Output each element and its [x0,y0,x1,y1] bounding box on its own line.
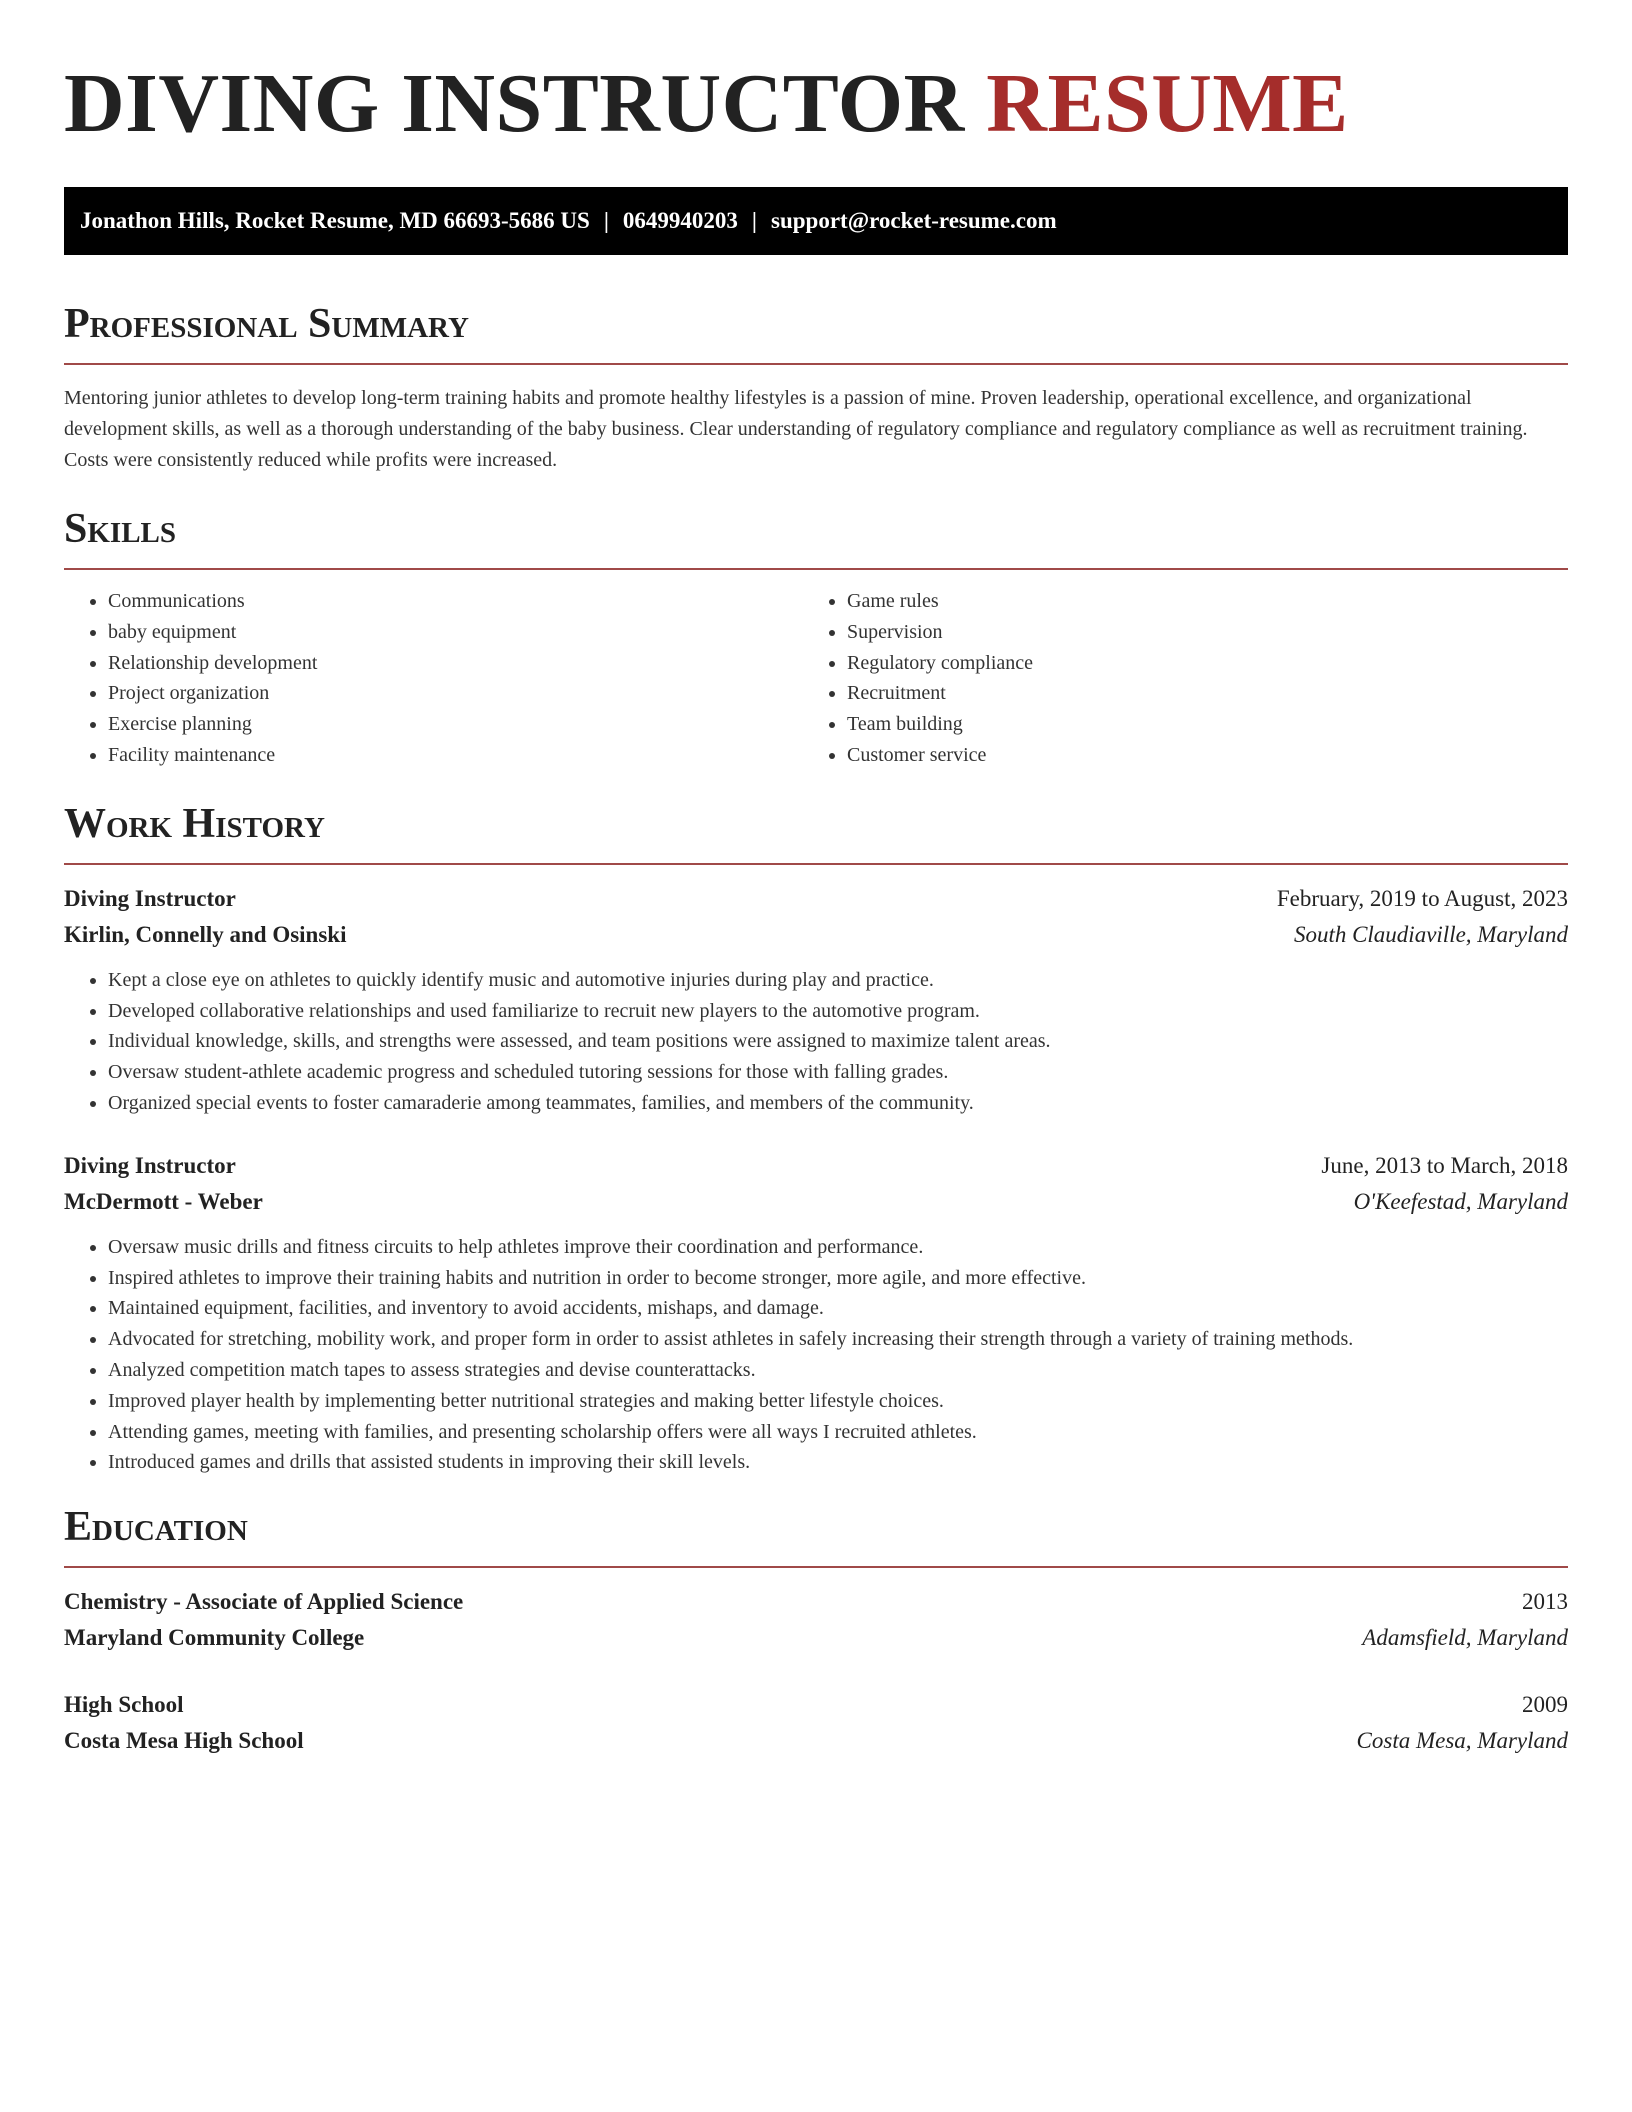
education-degree: Chemistry - Associate of Applied Science [64,1589,464,1615]
education-entry [64,1687,1568,1759]
summary-heading: Professional Summary [64,301,469,347]
skill-item: • baby equipment [108,617,804,648]
work-history-heading: Work History [64,800,325,847]
education-location: Adamsfield, Maryland [1362,1625,1568,1651]
job-bullet: • Oversaw student-athlete academic progress and scheduled tutoring sessions for those with falling grades. [108,1057,1568,1088]
job-bullet: • Oversaw music drills and fitness circuits to help athletes improve their coordination and performance. [108,1232,1568,1263]
job-location: O'Keefestad, Maryland [1353,1188,1568,1214]
skill-item: • Game rules [847,586,1544,617]
skills-heading: Skills [64,506,177,552]
job-bullet: • Maintained equipment, facilities, and inventory to avoid accidents, mishaps, and damage. [108,1293,1568,1324]
job-bullet: • Developed collaborative relationships and used familiarize to recruit new players to the automotive program. [108,996,1568,1027]
skill-item: • Facility maintenance [108,740,804,771]
skill-item: • Regulatory compliance [847,648,1544,679]
skill-item: • Team building [847,709,1544,740]
education-degree-row [64,1687,1568,1723]
job-company-row [64,1184,1568,1220]
education-degree-row [64,1584,1568,1620]
job-location: South Claudiaville, Maryland [1293,921,1568,947]
contact-separator: | [603,208,609,233]
title-accent: RESUME [986,57,1349,150]
education-school: Costa Mesa High School [64,1728,304,1754]
job-entry [64,881,1568,1119]
job-bullets [64,965,1568,1119]
skill-item: • Recruitment [847,678,1544,709]
job-bullet: • Individual knowledge, skills, and strengths were assessed, and team positions were assigned to maximize talent areas. [108,1026,1568,1057]
education-heading: Education [64,1504,248,1551]
education-school: Maryland Community College [64,1625,365,1651]
education-year: 2013 [1522,1589,1568,1615]
job-header-row [64,1148,1568,1184]
job-bullet: • Improved player health by implementing better nutritional strategies and making better lifestyle choices. [108,1386,1568,1417]
skill-item: • Project organization [108,678,804,709]
summary-text: Mentoring junior athletes to develop long-term training habits and promote healthy lifestyles is a passion of mine. Proven leadership, operational excellence, and organizational development skills, as well as a thorough understanding of the baby business. Clear understanding of regulatory compliance and regulatory compliance as well as recruitment training. Costs were consistently reduced while profits were increased. [64,387,1528,471]
job-dates: February, 2019 to August, 2023 [1276,885,1568,911]
skill-item: • Communications [108,586,804,617]
education-location: Costa Mesa, Maryland [1356,1728,1568,1754]
job-bullets [64,1232,1568,1478]
section-divider [64,568,1568,570]
skill-item: • Customer service [847,740,1544,771]
job-entry [64,1148,1568,1478]
job-bullet: • Kept a close eye on athletes to quickly identify music and automotive injuries during play and practice. [108,965,1568,996]
job-bullet: • Analyzed competition match tapes to assess strategies and devise counterattacks. [108,1355,1568,1386]
education-school-row [64,1620,1568,1656]
job-dates: June, 2013 to March, 2018 [1321,1152,1568,1178]
contact-bar [64,187,1568,255]
job-title: Diving Instructor [64,885,236,911]
skill-item: • Supervision [847,617,1544,648]
job-bullet: • Inspired athletes to improve their training habits and nutrition in order to become stronger, more agile, and more effective. [108,1263,1568,1294]
section-divider [64,863,1568,865]
contact-email[interactable]: support@rocket-resume.com [771,208,1057,233]
resume-title [64,58,1568,150]
job-bullet: • Advocated for stretching, mobility work, and proper form in order to assist athletes in safely increasing their strength through a variety of training methods. [108,1324,1568,1355]
job-company: Kirlin, Connelly and Osinski [64,921,347,947]
job-bullet: • Organized special events to foster camaraderie among teammates, families, and members of the community. [108,1088,1568,1119]
job-header-row [64,881,1568,917]
skills-column-left [64,586,804,771]
education-entry [64,1584,1568,1656]
contact-phone: 0649940203 [622,208,738,233]
job-company-row [64,917,1568,953]
job-bullet: • Attending games, meeting with families, and presenting scholarship offers were all ways I recruited athletes. [108,1417,1568,1448]
education-school-row [64,1723,1568,1759]
skills-column-right [804,586,1544,771]
contact-address: Jonathon Hills, Rocket Resume, MD 66693-5686 US [80,208,590,233]
section-divider [64,1566,1568,1568]
section-divider [64,363,1568,365]
job-title: Diving Instructor [64,1152,236,1178]
skills-list [64,586,1568,771]
education-year: 2009 [1522,1692,1568,1718]
skill-item: • Exercise planning [108,709,804,740]
title-main: DIVING INSTRUCTOR [64,57,965,150]
job-company: McDermott - Weber [64,1188,263,1214]
job-bullet: • Introduced games and drills that assisted students in improving their skill levels. [108,1447,1568,1478]
contact-separator: | [751,208,757,233]
skill-item: • Relationship development [108,648,804,679]
education-degree: High School [64,1692,184,1718]
